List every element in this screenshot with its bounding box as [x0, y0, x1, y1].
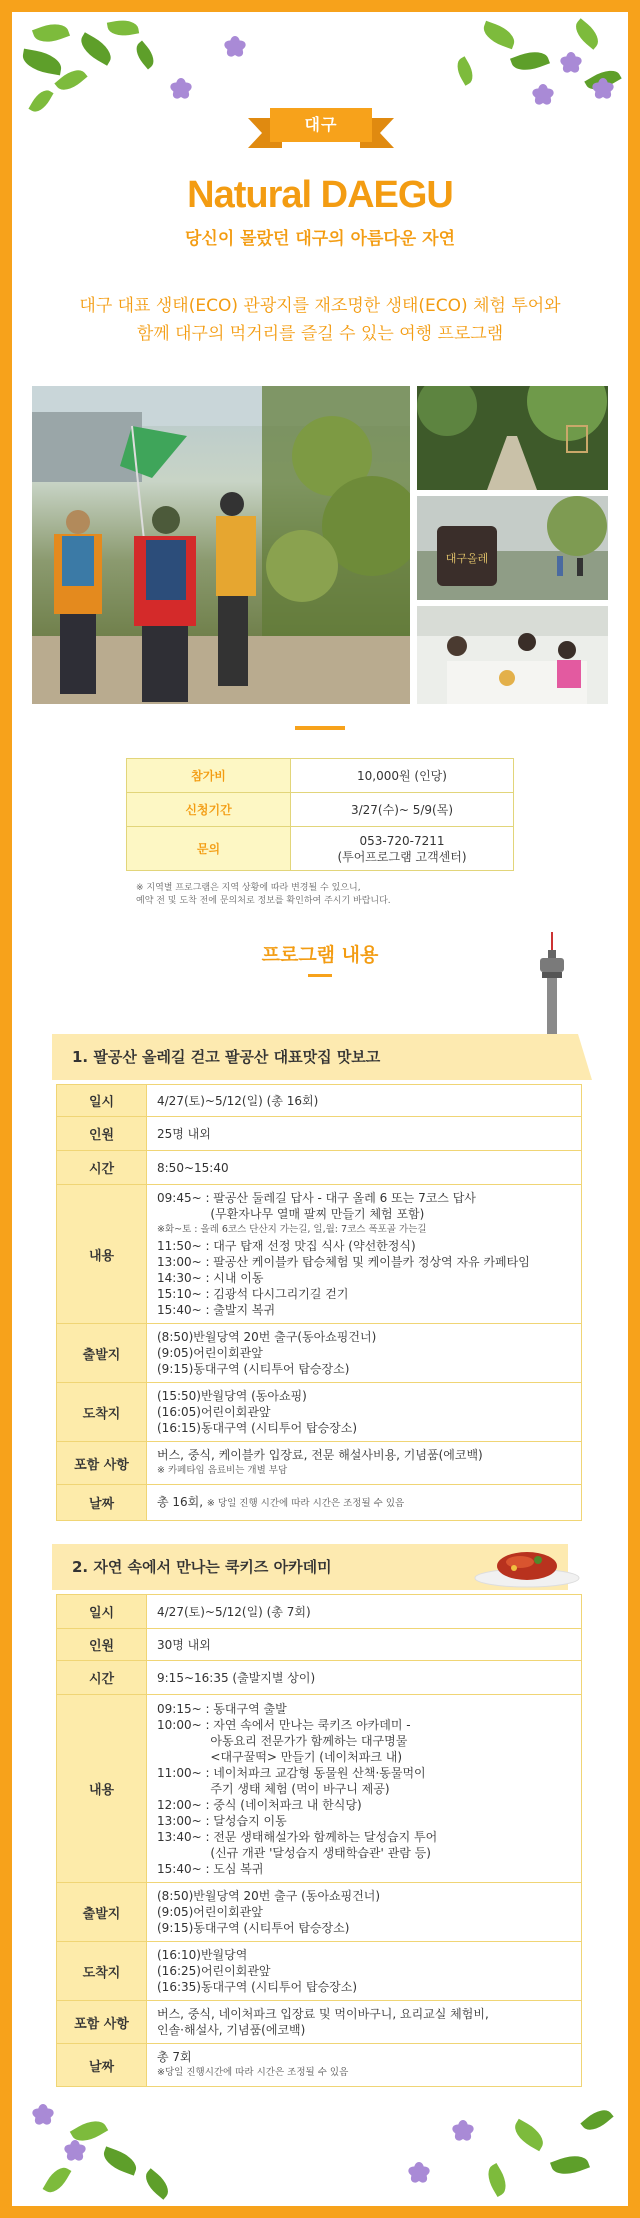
- flower-icon: [452, 2120, 474, 2142]
- schedule-line: 09:15~ : 동대구역 출발: [157, 1701, 287, 1716]
- schedule-line: 12:00~ : 중식 (네이처파크 내 한식당): [157, 1797, 362, 1812]
- count-text: 총 16회,: [157, 1494, 204, 1509]
- table-row: [127, 793, 514, 827]
- arrive-value: [147, 1383, 582, 1442]
- notice-line: ※ 지역별 프로그램은 지역 상황에 따라 변경될 수 있으니,: [136, 883, 361, 893]
- schedule-line: 15:40~ : 도심 복귀: [157, 1861, 264, 1876]
- depart-line: (9:05)어린이회관앞: [157, 1346, 263, 1360]
- count-note: ※ 당일 진행 시간에 따라 시간은 조정될 수 있음: [206, 1497, 405, 1509]
- program-section-title: 프로그램 내용: [261, 944, 379, 966]
- arrive-line: (16:15)동대구역 (시티투어 탑승장소): [157, 1421, 358, 1435]
- date-value: 4/27(토)~5/12(일) (총 7회): [147, 1595, 582, 1629]
- depart-line: (9:15)동대구역 (시티투어 탑승장소): [157, 1921, 350, 1935]
- schedule-line: 아동요리 전문가가 함께하는 대구명물: [157, 1733, 408, 1748]
- fee-label: 참가비: [127, 759, 291, 793]
- content-value: [147, 1695, 582, 1883]
- table-row: [57, 1117, 582, 1151]
- time-label: 시간: [57, 1661, 147, 1695]
- arrive-line: (16:25)어린이회관앞: [157, 1964, 271, 1978]
- table-row: [57, 2001, 582, 2044]
- people-value: 30명 내외: [147, 1629, 582, 1661]
- contact-value: [291, 827, 514, 871]
- flower-icon: [64, 2140, 86, 2162]
- flower-icon: [560, 52, 582, 74]
- people-value: 25명 내외: [147, 1117, 582, 1151]
- info-table: [126, 758, 514, 871]
- page-subtitle: 당신이 몰랐던 대구의 아름다운 자연: [184, 229, 455, 249]
- schedule-line: 15:40~ : 출발지 복귀: [157, 1303, 276, 1317]
- date-label: 일시: [57, 1085, 147, 1117]
- flower-icon: [32, 2104, 54, 2126]
- depart-line: (8:50)반월당역 20번 출구 (동아쇼핑건너): [157, 1889, 381, 1903]
- schedule-line: <대구꿀떡> 만들기 (네이처파크 내): [157, 1749, 403, 1764]
- schedule-line: 주기 생태 체험 (먹이 바구니 제공): [157, 1781, 390, 1796]
- count-value: [147, 1485, 582, 1521]
- table-row: [127, 827, 514, 871]
- include-note: ※ 카페타임 음료비는 개별 부담: [157, 1465, 288, 1476]
- table-row: [57, 1085, 582, 1117]
- cooking-class-photo: [417, 606, 608, 704]
- include-value: [147, 1442, 582, 1485]
- food-dish-icon: [472, 1540, 582, 1588]
- page-title: Natural DAEGU: [187, 174, 453, 216]
- count-label: 날짜: [57, 1485, 147, 1521]
- table-row: [57, 1324, 582, 1383]
- include-line: 버스, 중식, 네이처파크 입장료 및 먹이바구니, 요리교실 체험비,: [157, 2007, 489, 2021]
- table-row: [57, 1629, 582, 1661]
- table-row: [57, 1695, 582, 1883]
- time-value: 9:15~16:35 (출발지별 상이): [147, 1661, 582, 1695]
- count-value: [147, 2044, 582, 2087]
- depart-line: (9:05)어린이회관앞: [157, 1905, 263, 1919]
- table-row: [57, 2044, 582, 2087]
- date-label: 일시: [57, 1595, 147, 1629]
- period-value: 3/27(수)~ 5/9(목): [291, 793, 514, 827]
- schedule-note: ※화~토 : 올레 6코스 단산지 가는길, 일,월: 7코스 폭포골 가는길: [157, 1224, 427, 1235]
- content-label: 내용: [57, 1695, 147, 1883]
- table-row: [57, 1383, 582, 1442]
- people-label: 인원: [57, 1117, 147, 1151]
- divider: [295, 726, 345, 730]
- count-text: 총 7회: [157, 2050, 192, 2064]
- depart-line: (9:15)동대구역 (시티투어 탑승장소): [157, 1362, 350, 1376]
- olle-sign-photo: [417, 496, 608, 600]
- table-row: [57, 1485, 582, 1521]
- arrive-label: 도착지: [57, 1383, 147, 1442]
- arrive-line: (16:35)동대구역 (시티투어 탑승장소): [157, 1980, 358, 1994]
- schedule-line: 10:00~ : 자연 속에서 만나는 쿡키즈 아카데미 -: [157, 1717, 411, 1732]
- schedule-line: 11:50~ : 대구 탑재 선정 맛집 식사 (약선한정식): [157, 1239, 416, 1253]
- schedule-line: 11:00~ : 네이처파크 교감형 동물원 산책·동물먹이: [157, 1765, 426, 1780]
- content-label: 내용: [57, 1185, 147, 1324]
- poster: [12, 12, 628, 2206]
- notice-text: [136, 882, 516, 908]
- course1-title: 1. 팔공산 올레길 걷고 팔공산 대표맛집 맛보고: [52, 1034, 568, 1080]
- include-line: 인솔·해설사, 기념품(에코백): [157, 2023, 306, 2037]
- schedule-line: 15:10~ : 김광석 다시그리기길 걷기: [157, 1287, 349, 1301]
- schedule-line: 13:00~ : 팔공산 케이블카 탑승체험 및 케이블카 정상역 자유 카페타임: [157, 1255, 530, 1269]
- hiking-photo: [32, 386, 410, 704]
- table-row: [57, 1151, 582, 1185]
- depart-value: [147, 1324, 582, 1383]
- include-value: [147, 2001, 582, 2044]
- flower-icon: [592, 78, 614, 100]
- intro-text: [52, 292, 588, 348]
- contact-phone: 053-720-7211: [359, 833, 445, 848]
- content-value: [147, 1185, 582, 1324]
- course1-tab-corner: [568, 1034, 592, 1080]
- arrive-value: [147, 1942, 582, 2001]
- schedule-line: (무환자나무 열매 팔찌 만들기 체험 포함): [157, 1207, 425, 1221]
- contact-label: 문의: [127, 827, 291, 871]
- course1-table: [56, 1084, 582, 1521]
- depart-value: [147, 1883, 582, 1942]
- city-badge: 대구: [270, 108, 372, 142]
- include-label: 포함 사항: [57, 1442, 147, 1485]
- intro-line: 대구 대표 생태(ECO) 관광지를 재조명한 생태(ECO) 체험 투어와: [79, 296, 561, 316]
- depart-line: (8:50)반월당역 20번 출구(동아쇼핑건너): [157, 1330, 377, 1344]
- divider: [308, 974, 332, 977]
- schedule-line: 13:00~ : 달성습지 이동: [157, 1813, 287, 1828]
- table-row: [57, 1942, 582, 2001]
- date-value: 4/27(토)~5/12(일) (총 16회): [147, 1085, 582, 1117]
- include-line: 버스, 중식, 케이블카 입장료, 전문 해설사비용, 기념품(에코백): [157, 1448, 483, 1462]
- include-label: 포함 사항: [57, 2001, 147, 2044]
- table-row: [57, 1883, 582, 1942]
- depart-label: 출발지: [57, 1883, 147, 1942]
- contact-center: (투어프로그램 고객센터): [337, 849, 467, 864]
- flower-icon: [408, 2162, 430, 2184]
- schedule-line: 14:30~ : 시내 이동: [157, 1271, 264, 1285]
- arrive-line: (15:50)반월당역 (동아쇼핑): [157, 1389, 307, 1403]
- sign-text: 대구올레: [445, 552, 489, 565]
- flower-icon: [532, 84, 554, 106]
- depart-label: 출발지: [57, 1324, 147, 1383]
- people-label: 인원: [57, 1629, 147, 1661]
- period-label: 신청기간: [127, 793, 291, 827]
- schedule-line: 09:45~ : 팔공산 둘레길 답사 - 대구 올레 6 또는 7코스 답사: [157, 1191, 476, 1205]
- schedule-line: (신규 개관 '달성습지 생태학습관' 관람 등): [157, 1845, 431, 1860]
- time-label: 시간: [57, 1151, 147, 1185]
- time-value: 8:50~15:40: [147, 1151, 582, 1185]
- city-ribbon: [248, 100, 394, 156]
- arrive-line: (16:10)반월당역: [157, 1948, 248, 1962]
- table-row: [57, 1185, 582, 1324]
- count-label: 날짜: [57, 2044, 147, 2087]
- arrive-label: 도착지: [57, 1942, 147, 2001]
- flower-icon: [224, 36, 246, 58]
- flower-icon: [170, 78, 192, 100]
- table-row: [57, 1661, 582, 1695]
- table-row: [57, 1442, 582, 1485]
- course2-title: 2. 자연 속에서 만나는 쿡키즈 아카데미: [52, 1544, 568, 1590]
- forest-path-photo: [417, 386, 608, 490]
- intro-line: 함께 대구의 먹거리를 즐길 수 있는 여행 프로그램: [136, 324, 504, 344]
- table-row: [127, 759, 514, 793]
- course2-table: [56, 1594, 582, 2087]
- notice-line: 예약 전 및 도착 전에 문의처로 정보를 확인하여 주시기 바랍니다.: [136, 896, 391, 906]
- schedule-line: 13:40~ : 전문 생태해설가와 함께하는 달성습지 투어: [157, 1829, 438, 1844]
- arrive-line: (16:05)어린이회관앞: [157, 1405, 271, 1419]
- count-note: ※당일 진행시간에 따라 시간은 조정될 수 있음: [157, 2067, 349, 2078]
- table-row: [57, 1595, 582, 1629]
- fee-value: 10,000원 (인당): [291, 759, 514, 793]
